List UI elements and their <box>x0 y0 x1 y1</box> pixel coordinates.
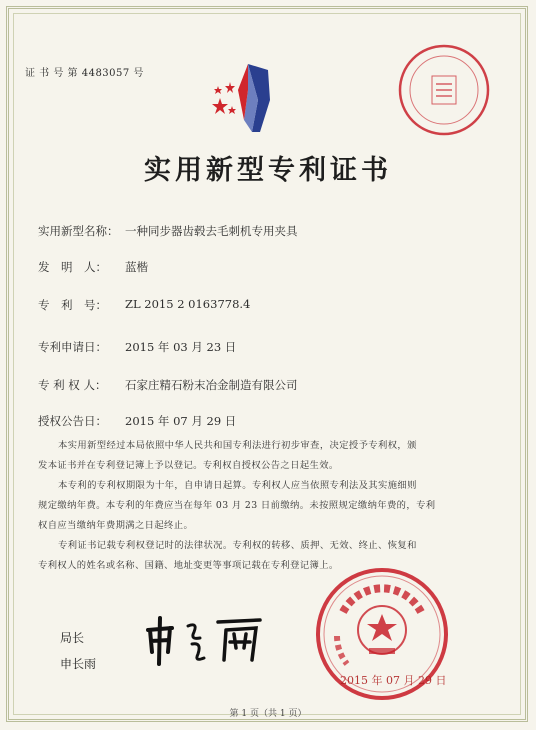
body-line: 权自应当缴纳年费期满之日起终止。 <box>38 520 194 531</box>
patent-number-label: 专 利 号： <box>38 298 107 312</box>
body-line: 本实用新型经过本局依照中华人民共和国专利法进行初步审查，决定授予专利权，颁 <box>58 440 417 451</box>
certificate-body <box>38 436 500 576</box>
body-line: 本专利的专利权期限为十年，自申请日起算。专利权人应当依照专利法及其实施细则 <box>58 480 417 491</box>
copy-stamp-icon <box>394 40 494 140</box>
utility-model-name-label: 实用新型名称： <box>38 224 119 238</box>
patentee-value: 石家庄精石粉末冶金制造有限公司 <box>125 378 298 392</box>
grant-date-label: 授权公告日： <box>38 414 107 428</box>
filing-date-label: 专利申请日： <box>38 340 107 354</box>
body-line: 专利权人的姓名或名称、国籍、地址变更等事项记载在专利登记簿上。 <box>38 560 339 571</box>
patentee-label: 专 利 权 人： <box>38 378 107 392</box>
body-line: 发本证书并在专利登记簿上予以登记。专利权自授权公告之日起生效。 <box>38 460 339 471</box>
patent-number-value: ZL 2015 2 0163778.4 <box>125 297 251 311</box>
inventor-value: 蓝楷 <box>125 260 148 274</box>
director-name: 申长雨 <box>60 657 97 671</box>
director-title: 局长 <box>60 631 85 645</box>
filing-date-value: 2015 年 03 月 23 日 <box>125 340 237 354</box>
utility-model-name-value: 一种同步器齿毂去毛刺机专用夹具 <box>125 224 298 238</box>
inventor-label: 发 明 人： <box>38 260 107 274</box>
patent-office-logo-icon <box>208 60 290 138</box>
body-line: 专利证书记载专利权登记时的法律状况。专利权的转移、质押、无效、终止、恢复和 <box>58 540 417 551</box>
body-line: 规定缴纳年费。本专利的年费应当在每年 03 月 23 日前缴纳。未按照规定缴纳年费的，专利 <box>38 500 436 511</box>
certificate-number: 证 书 号 第 4483057 号 <box>25 68 144 79</box>
certificate-title: 实用新型专利证书 <box>144 155 392 186</box>
page-footer: 第 1 页（共 1 页） <box>229 709 307 719</box>
seal-date: 2015 年 07 月 29 日 <box>340 674 447 687</box>
director-signature-icon <box>142 612 272 668</box>
grant-date-value: 2015 年 07 月 29 日 <box>125 414 237 428</box>
